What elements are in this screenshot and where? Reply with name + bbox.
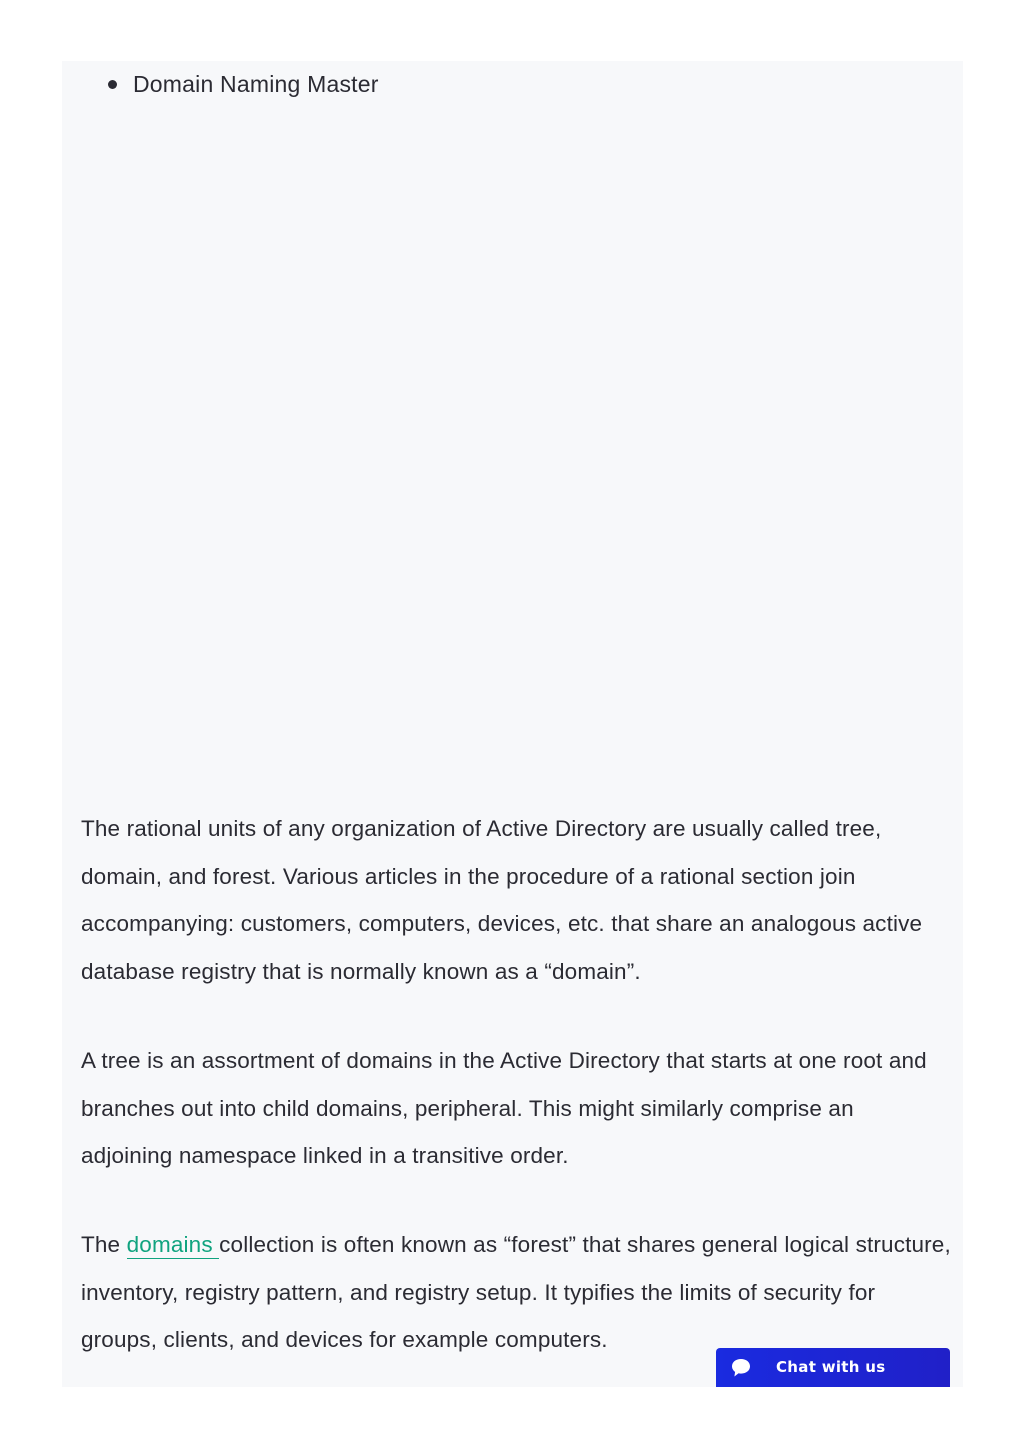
content-panel	[62, 61, 963, 1387]
list-item-text: Domain Naming Master	[133, 71, 379, 97]
chat-button[interactable]	[716, 1348, 950, 1387]
domains-link[interactable]: domains	[126, 1232, 220, 1257]
chat-button-label: Chat with us	[776, 1358, 886, 1376]
paragraph-forest-lead: The	[81, 1232, 127, 1257]
bullet-dot	[108, 80, 117, 89]
paragraph-forest-rest: collection is often known as “forest” that shares general logical structure, inventory, registry pattern, and registry setup. It typifies the limits of security for groups, clients, and devices for example computers.	[81, 1232, 951, 1353]
paragraph-logical-units: The rational units of any organization of Active Directory are usually called tree, domain, and forest. Various articles in the procedure of a rational section join accompanying: customers, computers, devices, etc. that share an analogous active database registry that is normally known as a “domain”.	[81, 816, 923, 985]
chat-bubble-icon	[730, 1357, 752, 1379]
paragraph-forest	[81, 1221, 951, 1364]
paragraph-tree: A tree is an assortment of domains in the Active Directory that starts at one root and branches out into child domains, peripheral. This might similarly comprise an adjoining namespace linked in a transitive order.	[81, 1048, 927, 1169]
